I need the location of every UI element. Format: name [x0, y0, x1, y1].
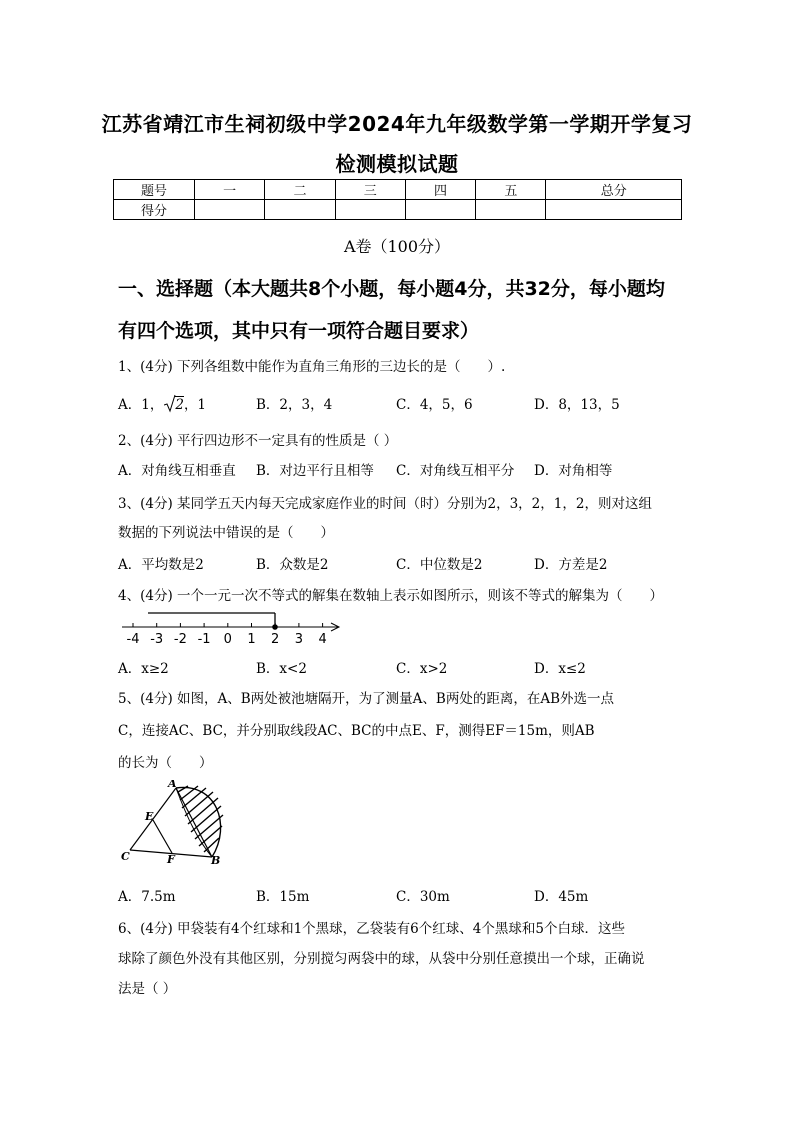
score-header-cell: 总分 [546, 180, 682, 200]
score-header-cell: 二 [265, 180, 335, 200]
question-1-option-c: C．4，5，6 [396, 397, 473, 413]
question-4-option-d: D．x≤2 [534, 661, 586, 677]
score-header-cell: 四 [405, 180, 475, 200]
axis-tick-label: 2 [271, 632, 280, 646]
score-cell[interactable] [476, 200, 546, 220]
score-cell[interactable] [195, 200, 265, 220]
question-3-option-b: B．众数是2 [256, 557, 329, 573]
axis-tick-label: 0 [223, 632, 232, 646]
score-header-cell: 题号 [114, 180, 195, 200]
question-3-stem-line2: 数据的下列说法中错误的是（ ） [118, 525, 334, 541]
exam-title-line1: 江苏省靖江市生祠初级中学2024年九年级数学第一学期开学复习 [101, 112, 693, 136]
question-5-stem-line3: 的长为（ ） [118, 755, 213, 771]
axis-tick-label: 1 [247, 632, 256, 646]
point-label-B: B [211, 854, 221, 867]
question-4-stem: 4、(4分) 一个一元一次不等式的解集在数轴上表示如图所示，则该不等式的解集为（ ） [118, 588, 664, 604]
closed-endpoint-dot [272, 624, 278, 630]
score-cell[interactable] [265, 200, 335, 220]
section-heading-line1: 一、选择题（本大题共8个小题，每小题4分，共32分，每小题均 [118, 278, 665, 300]
axis-tick-label: -4 [126, 632, 140, 646]
axis-tick-label: 4 [318, 632, 327, 646]
question-3-stem-line1: 3、(4分) 某同学五天内每天完成家庭作业的时间（时）分别为2，3，2，1，2，则对这组 [118, 496, 652, 512]
question-1-option-a: A．1， 2，1 [118, 393, 206, 413]
pond-triangle-figure [118, 780, 228, 870]
question-5-stem-line1: 5、(4分) 如图，A、B两处被池塘隔开，为了测量A、B两处的距离，在AB外选一点 [118, 691, 615, 707]
question-5-option-c: C．30m [396, 889, 450, 905]
score-header-cell: 三 [335, 180, 405, 200]
score-header-cell: 五 [476, 180, 546, 200]
pond-hatching [178, 786, 223, 852]
question-5-option-a: A．7.5m [118, 889, 176, 905]
point-label-A: A [168, 780, 177, 790]
question-4-option-b: B．x<2 [256, 661, 307, 677]
score-table-score-row [114, 200, 682, 220]
question-6-stem-line2: 球除了颜色外没有其他区别，分别搅匀两袋中的球，从袋中分别任意摸出一个球，正确说 [118, 951, 645, 967]
score-header-cell: 一 [195, 180, 265, 200]
axis-ticks [133, 623, 323, 627]
question-5-option-d: D．45m [534, 889, 589, 905]
question-3-option-c: C．中位数是2 [396, 557, 483, 573]
axis-tick-label: -3 [150, 632, 164, 646]
question-5-option-b: B．15m [256, 889, 310, 905]
exam-title-line2: 检测模拟试题 [335, 152, 459, 176]
question-3-option-a: A．平均数是2 [118, 557, 204, 573]
question-2-option-c: C．对角线互相平分 [396, 463, 515, 479]
segment-EF [153, 820, 172, 853]
number-line-figure [118, 606, 346, 646]
question-1-option-b: B．2，3，4 [256, 397, 333, 413]
question-2-option-d: D．对角相等 [534, 463, 613, 479]
point-label-C: C [121, 850, 130, 863]
question-6-stem-line1: 6、(4分) 甲袋装有4个红球和1个黑球，乙袋装有6个红球、4个黑球和5个白球．这些 [118, 921, 625, 937]
axis-tick-labels [127, 632, 327, 646]
score-row-label: 得分 [114, 200, 195, 220]
question-2-option-b: B．对边平行且相等 [256, 463, 374, 479]
paper-section-title: A卷（100分） [343, 237, 451, 256]
axis-tick-label: 3 [294, 632, 304, 646]
question-4-option-c: C．x>2 [396, 661, 448, 677]
score-cell[interactable] [405, 200, 475, 220]
score-cell[interactable] [546, 200, 682, 220]
point-label-F: F [167, 853, 175, 866]
axis-tick-label: -2 [173, 632, 187, 646]
question-5-stem-line2: C，连接AC、BC，并分别取线段AC、BC的中点E、F，测得EF＝15m，则AB [118, 723, 595, 739]
axis-tick-label: -1 [197, 632, 211, 646]
question-4-option-a: A．x≥2 [118, 661, 169, 677]
score-table-header-row [114, 180, 682, 200]
score-table [113, 179, 682, 220]
question-2-stem: 2、(4分) 平行四边形不一定具有的性质是（ ） [118, 433, 398, 449]
point-label-E: E [145, 810, 154, 823]
question-6-stem-line3: 法是（ ） [118, 981, 177, 997]
score-cell[interactable] [335, 200, 405, 220]
section-heading-line2: 有四个选项，其中只有一项符合题目要求） [118, 320, 480, 342]
sqrt-icon [164, 394, 176, 414]
question-3-option-d: D．方差是2 [534, 557, 608, 573]
question-1-stem: 1、(4分) 下列各组数中能作为直角三角形的三边长的是（ ）. [118, 359, 506, 375]
question-2-option-a: A．对角线互相垂直 [118, 463, 236, 479]
question-1-option-d: D．8，13，5 [534, 397, 620, 413]
